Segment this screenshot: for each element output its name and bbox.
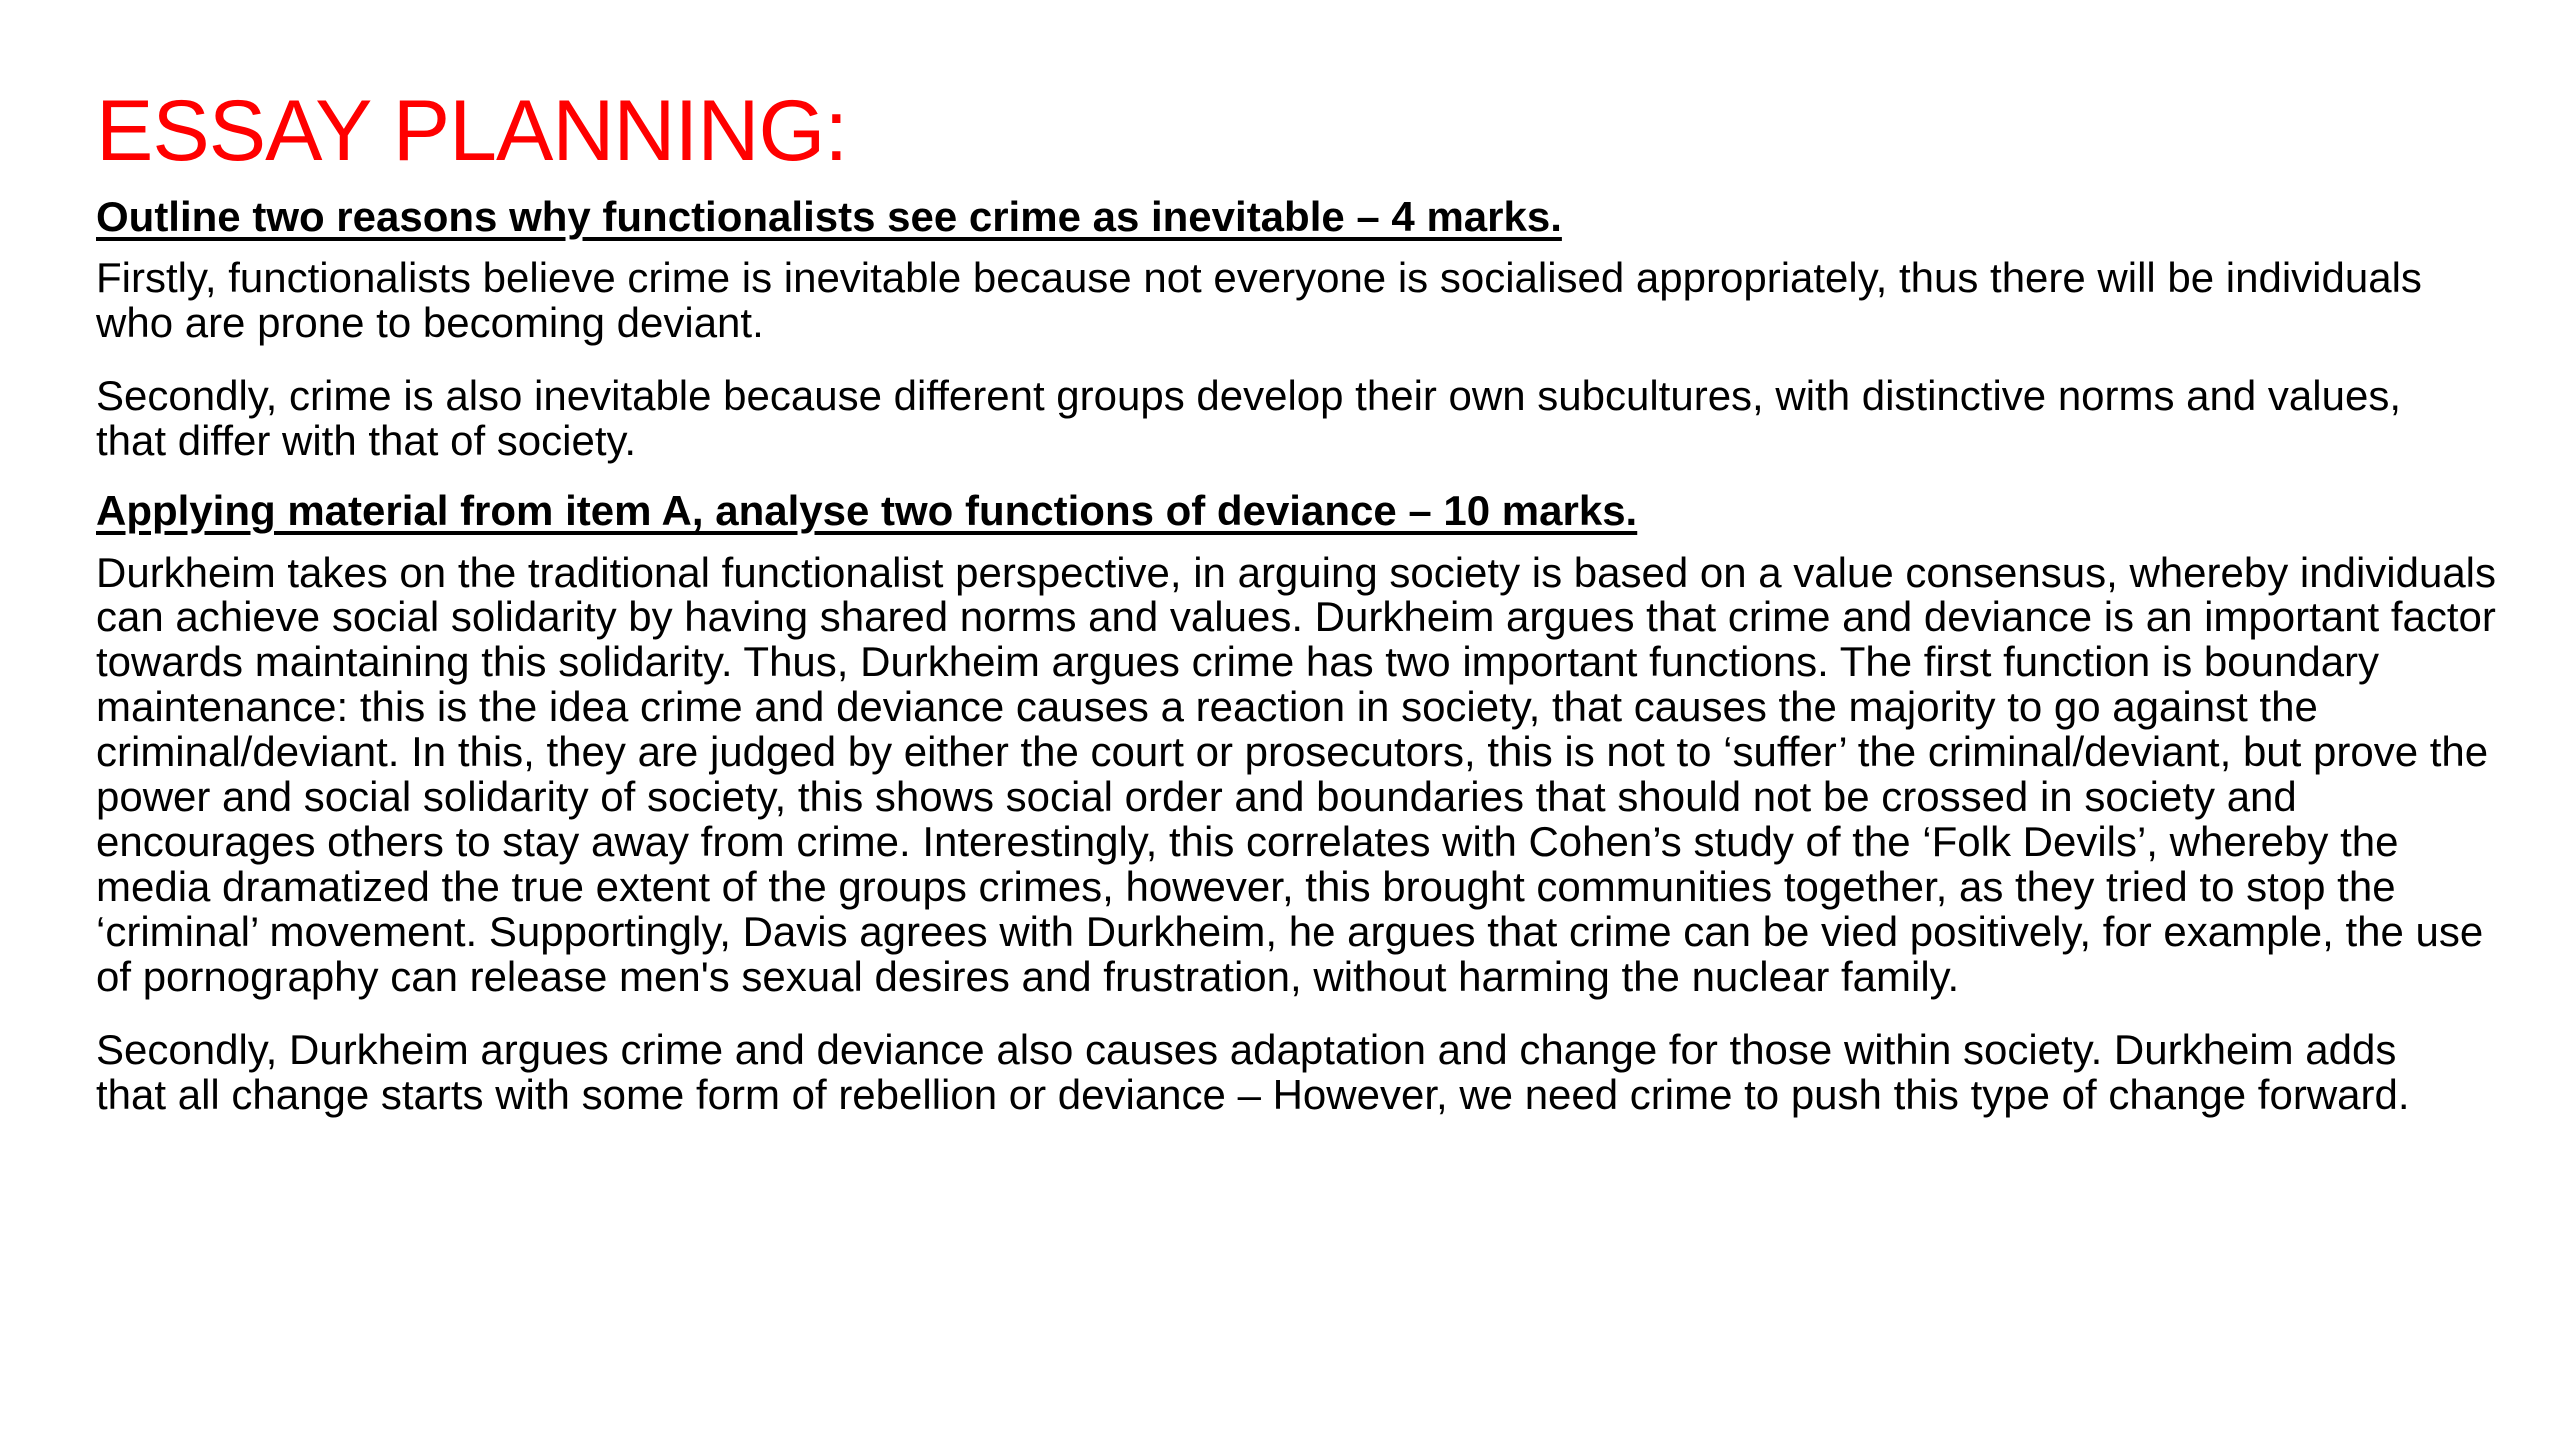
answer-2-paragraph-2: Secondly, Durkheim argues crime and deviance also causes adaptation and change for those within society. Durkheim adds that all change starts with some form of rebellion or deviance – However, we need crime to push this type of change forward. [96, 1025, 2410, 1118]
question-1-heading: Outline two reasons why functionalists see crime as inevitable – 4 marks. [96, 193, 1562, 240]
page-title: ESSAY PLANNING: [96, 83, 848, 179]
answer-2-paragraph-1: Durkheim takes on the traditional functionalist perspective, in arguing society is based on a value consensus, whereby individuals can achieve social solidarity by having shared norms and values. Durkheim argues that crime and deviance is an important factor towards maintaining this solidarity. Thus, Durkheim argues crime has two important functions. The first function is boundary maintenance: this is the idea crime and deviance causes a reaction in society, that causes the majority to go against the criminal/deviant. In this, they are judged by either the court or prosecutors, this is not to ‘suffer’ the criminal/deviant, but prove the power and social solidarity of society, this shows social order and boundaries that should not be crossed in society and encourages others to stay away from crime. Interestingly, this correlates with Cohen’s study of the ‘Folk Devils’, whereby the media dramatized the true extent of the groups crimes, however, this brought communities together, as they tried to stop the ‘criminal’ movement. Supportingly, Davis agrees with Durkheim, he argues that crime can be vied positively, for example, the use of pornography can release men's sexual desires and frustration, without harming the nuclear family. [96, 548, 2497, 1000]
answer-1-paragraph-1: Firstly, functionalists believe crime is inevitable because not everyone is socialised appropriately, thus there will be individuals who are prone to becoming deviant. [96, 254, 2422, 347]
question-2-heading: Applying material from item A, analyse two functions of deviance – 10 marks. [96, 487, 1638, 535]
answer-1-paragraph-2: Secondly, crime is also inevitable because different groups develop their own subcultures, with distinctive norms and values, that differ with that of society. [96, 372, 2401, 465]
